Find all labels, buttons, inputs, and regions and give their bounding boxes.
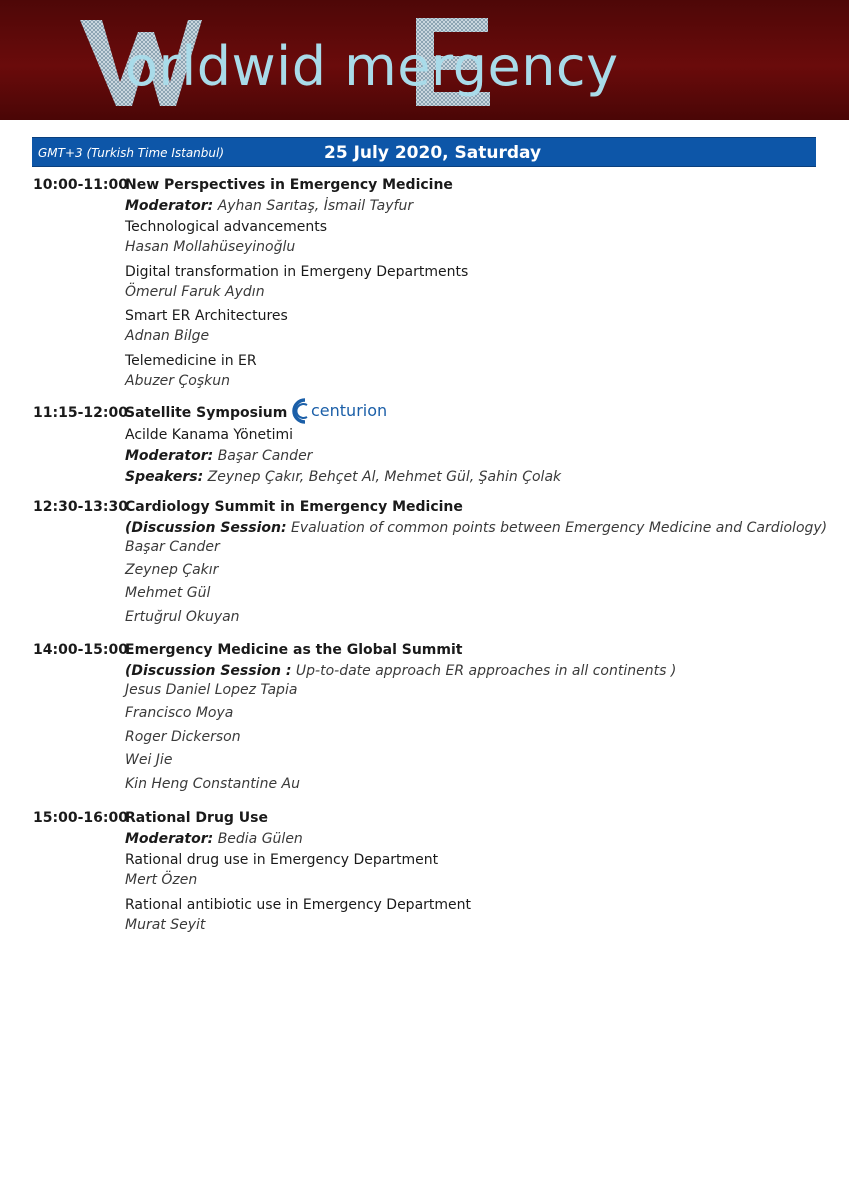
panelist: Jesus Daniel Lopez Tapia bbox=[125, 682, 298, 698]
panelist: Ertuğrul Okuyan bbox=[125, 609, 240, 625]
header-banner bbox=[0, 0, 849, 120]
session-time: 10:00-11:00 bbox=[33, 177, 128, 193]
talk-title: Rational antibiotic use in Emergency Department bbox=[125, 897, 472, 913]
talk-title: Smart ER Architectures bbox=[125, 308, 288, 324]
panelist: Mehmet Gül bbox=[125, 585, 211, 601]
speakers-names: Zeynep Çakır, Behçet Al, Mehmet Gül, Şahin Çolak bbox=[207, 469, 562, 485]
session-time: 14:00-15:00 bbox=[33, 642, 128, 658]
session-time: 12:30-13:30 bbox=[33, 499, 128, 515]
moderator-line bbox=[125, 447, 312, 465]
panelist: Francisco Moya bbox=[125, 705, 234, 721]
moderator-label: Moderator: bbox=[125, 198, 214, 214]
session-title: Emergency Medicine as the Global Summit bbox=[125, 642, 463, 658]
program-date: 25 July 2020, Saturday bbox=[324, 143, 542, 163]
talk-title: Rational drug use in Emergency Department bbox=[125, 852, 439, 868]
date-bar bbox=[32, 137, 816, 167]
panelist: Başar Cander bbox=[125, 539, 220, 555]
discussion-line bbox=[125, 662, 676, 680]
talk-speaker: Hasan Mollahüseyinoğlu bbox=[125, 239, 296, 255]
talk-speaker: Mert Özen bbox=[125, 872, 198, 888]
session-title: Satellite Symposium bbox=[125, 405, 288, 421]
talk-speaker: Ömerul Faruk Aydın bbox=[125, 284, 265, 300]
session-time: 15:00-16:00 bbox=[33, 810, 128, 826]
sponsor-name: centurion bbox=[311, 401, 388, 420]
discussion-label: (Discussion Session: bbox=[125, 520, 287, 536]
talk-speaker: Abuzer Çoşkun bbox=[125, 373, 230, 389]
panelist: Zeynep Çakır bbox=[125, 562, 219, 578]
moderator-label: Moderator: bbox=[125, 831, 214, 847]
speakers-label: Speakers: bbox=[125, 469, 204, 485]
moderator-line bbox=[125, 197, 413, 215]
moderator-names: Ayhan Sarıtaş, İsmail Tayfur bbox=[217, 198, 414, 214]
talk-title: Telemedicine in ER bbox=[125, 353, 257, 369]
centurion-swirl-inner-icon bbox=[296, 404, 307, 418]
sponsor-logo bbox=[287, 397, 399, 425]
moderator-label: Moderator: bbox=[125, 448, 214, 464]
session-title: New Perspectives in Emergency Medicine bbox=[125, 177, 453, 193]
session-time: 11:15-12:00 bbox=[33, 405, 128, 421]
discussion-topic: Up-to-date approach ER approaches in all continents ) bbox=[295, 663, 677, 679]
discussion-line bbox=[125, 519, 827, 537]
discussion-topic: Evaluation of common points between Emergency Medicine and Cardiology) bbox=[291, 520, 828, 536]
moderator-names: Bedia Gülen bbox=[217, 831, 303, 847]
panelist: Roger Dickerson bbox=[125, 729, 241, 745]
session-title: Cardiology Summit in Emergency Medicine bbox=[125, 499, 463, 515]
logo-wordmark: orldwid mergency bbox=[125, 35, 619, 98]
moderator-line bbox=[125, 830, 303, 848]
talk-title: Technological advancements bbox=[125, 219, 328, 235]
talk-title: Digital transformation in Emergeny Departments bbox=[125, 264, 469, 280]
session-subtitle: Acilde Kanama Yönetimi bbox=[125, 427, 294, 443]
speakers-line bbox=[125, 468, 561, 486]
session-title: Rational Drug Use bbox=[125, 810, 269, 826]
moderator-names: Başar Cander bbox=[217, 448, 313, 464]
talk-speaker: Adnan Bilge bbox=[125, 328, 210, 344]
panelist: Kin Heng Constantine Au bbox=[125, 776, 300, 792]
timezone-label: GMT+3 (Turkish Time Istanbul) bbox=[38, 146, 225, 160]
discussion-label: (Discussion Session : bbox=[125, 663, 292, 679]
talk-speaker: Murat Seyit bbox=[125, 917, 206, 933]
panelist: Wei Jie bbox=[125, 752, 173, 768]
